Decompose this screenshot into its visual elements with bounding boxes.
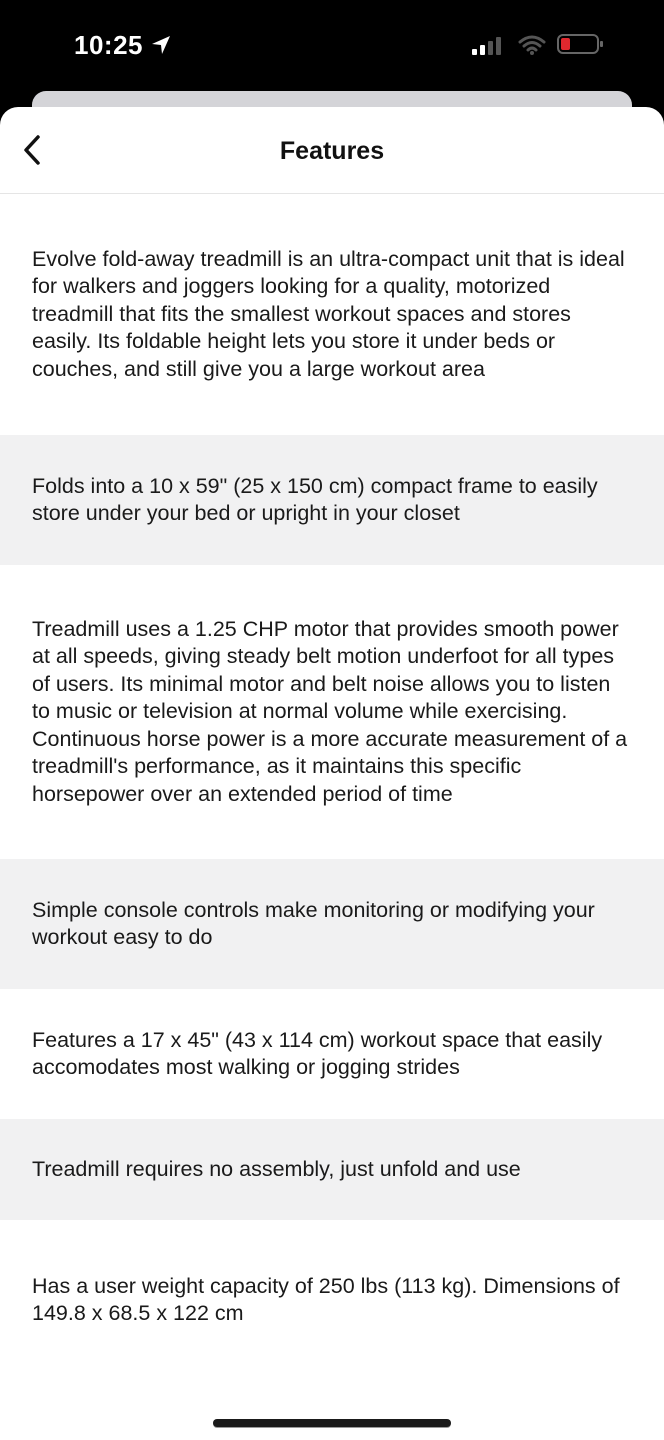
feature-text: Folds into a 10 x 59" (25 x 150 cm) compact frame to easily store under your bed or upright in your closet (32, 473, 598, 525)
feature-text: Features a 17 x 45" (43 x 114 cm) workout space that easily accomodates most walking or jogging strides (32, 1027, 603, 1079)
cellular-signal-icon (470, 36, 506, 56)
page-title: Features (279, 136, 385, 165)
battery-icon (557, 33, 605, 55)
feature-item-7 (0, 1220, 664, 1380)
feature-item-5 (0, 989, 664, 1119)
feature-item-2 (0, 435, 664, 565)
feature-text: Simple console controls make monitoring or modifying your workout easy to do (32, 897, 595, 949)
wifi-icon (518, 34, 546, 56)
feature-text: Treadmill requires no assembly, just unfold and use (32, 1156, 521, 1181)
back-button[interactable] (10, 127, 54, 173)
chevron-left-icon (21, 134, 43, 166)
feature-item-6 (0, 1119, 664, 1220)
nav-bar (0, 107, 664, 194)
feature-item-1 (0, 194, 664, 435)
status-time: 10:25 (74, 30, 143, 60)
feature-text: Treadmill uses a 1.25 CHP motor that provides smooth power at all speeds, giving steady belt motion underfoot for all types of users. Its minimal motor and belt noise allows you to listen to music or television at normal volume while exercising. Continuous horse power is a more accurate measurement of a treadmill's performance, as it maintains this specific horsepower over an extended period of time (32, 616, 628, 806)
location-arrow-icon (150, 34, 172, 56)
home-indicator[interactable] (213, 1419, 451, 1427)
feature-item-3 (0, 565, 664, 859)
feature-item-4 (0, 859, 664, 989)
features-sheet (0, 107, 664, 1440)
feature-text: Evolve fold-away treadmill is an ultra-compact unit that is ideal for walkers and joggers looking for a quality, motorized treadmill that fits the smallest workout spaces and stores easily. Its foldable height lets you store it under beds or couches, and still give you a large workout area (32, 246, 625, 381)
status-bar (0, 0, 664, 100)
feature-text: Has a user weight capacity of 250 lbs (113 kg). Dimensions of 149.8 x 68.5 x 122 cm (32, 1273, 620, 1325)
